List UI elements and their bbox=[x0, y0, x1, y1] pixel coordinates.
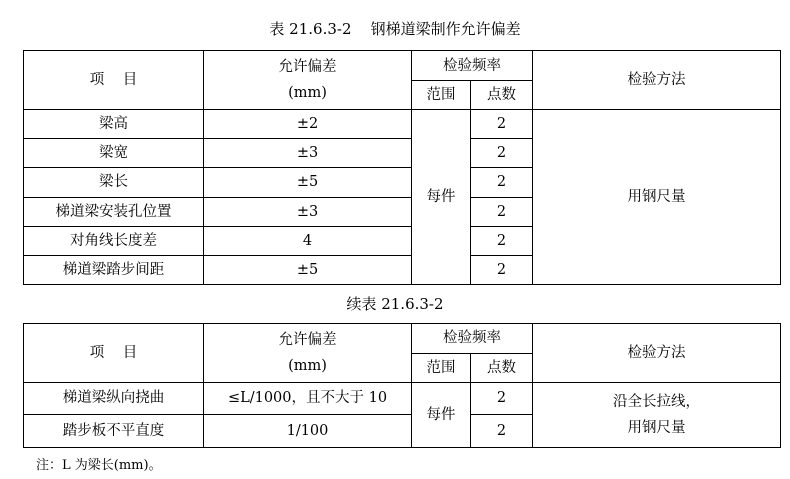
table2-caption: 续表 21.6.3-2 bbox=[346, 295, 444, 313]
table-cell-tolerance: 4 bbox=[204, 226, 412, 255]
header-tolerance bbox=[204, 51, 412, 110]
table-note: 注：L 为梁长(mm)。 bbox=[36, 458, 162, 473]
header-points: 点数 bbox=[471, 354, 533, 383]
header-item: 项 目 bbox=[24, 324, 204, 383]
table-cell-points: 2 bbox=[471, 415, 533, 448]
table-cell-points: 2 bbox=[471, 168, 533, 197]
table-cell-tolerance: ±3 bbox=[204, 139, 412, 168]
table-cell-points: 2 bbox=[471, 197, 533, 226]
table-cell-tolerance: ±5 bbox=[204, 168, 412, 197]
table-cell-item: 梯道梁踏步间距 bbox=[24, 255, 204, 284]
header-method: 检验方法 bbox=[533, 51, 781, 110]
table-cell-tolerance: ≤L/1000，且不大于 10 bbox=[204, 383, 412, 415]
header-points: 点数 bbox=[471, 81, 533, 110]
header-scope: 范围 bbox=[412, 81, 471, 110]
header-tolerance-unit: (mm) bbox=[288, 358, 327, 374]
table-cell-method: 用钢尺量 bbox=[533, 110, 781, 285]
table-cell-scope: 每件 bbox=[412, 110, 471, 285]
method-line-2: 用钢尺量 bbox=[627, 420, 686, 436]
header-method: 检验方法 bbox=[533, 324, 781, 383]
table-cell-points: 2 bbox=[471, 110, 533, 139]
table-cell-tolerance: ±5 bbox=[204, 255, 412, 284]
table-cell-tolerance: ±3 bbox=[204, 197, 412, 226]
table-cell-item: 梁宽 bbox=[24, 139, 204, 168]
table1 bbox=[23, 50, 781, 285]
table-cell-item: 踏步板不平直度 bbox=[24, 415, 204, 448]
header-tolerance-label: 允许偏差 bbox=[278, 59, 337, 76]
table-cell-scope: 每件 bbox=[412, 383, 471, 448]
header-frequency: 检验频率 bbox=[412, 324, 533, 354]
method-line-1: 沿全长拉线， bbox=[613, 394, 700, 410]
table-cell-points: 2 bbox=[471, 383, 533, 415]
table-cell-method bbox=[533, 383, 781, 448]
table-cell-points: 2 bbox=[471, 226, 533, 255]
header-frequency: 检验频率 bbox=[412, 51, 533, 81]
table-cell-item: 梁长 bbox=[24, 168, 204, 197]
header-tolerance-unit: (mm) bbox=[288, 85, 327, 102]
table-cell-item: 梯道梁安装孔位置 bbox=[24, 197, 204, 226]
table-cell-points: 2 bbox=[471, 255, 533, 284]
header-tolerance bbox=[204, 324, 412, 383]
table-cell-tolerance: 1/100 bbox=[204, 415, 412, 448]
table-cell-points: 2 bbox=[471, 139, 533, 168]
table-cell-item: 梯道梁纵向挠曲 bbox=[24, 383, 204, 415]
table-cell-tolerance: ±2 bbox=[204, 110, 412, 139]
header-scope: 范围 bbox=[412, 354, 471, 383]
table2 bbox=[23, 323, 781, 448]
table-cell-item: 对角线长度差 bbox=[24, 226, 204, 255]
header-tolerance-label: 允许偏差 bbox=[278, 332, 337, 348]
table-cell-item: 梁高 bbox=[24, 110, 204, 139]
header-item: 项 目 bbox=[24, 51, 204, 110]
table1-caption: 表 21.6.3-2 钢梯道梁制作允许偏差 bbox=[269, 20, 521, 38]
